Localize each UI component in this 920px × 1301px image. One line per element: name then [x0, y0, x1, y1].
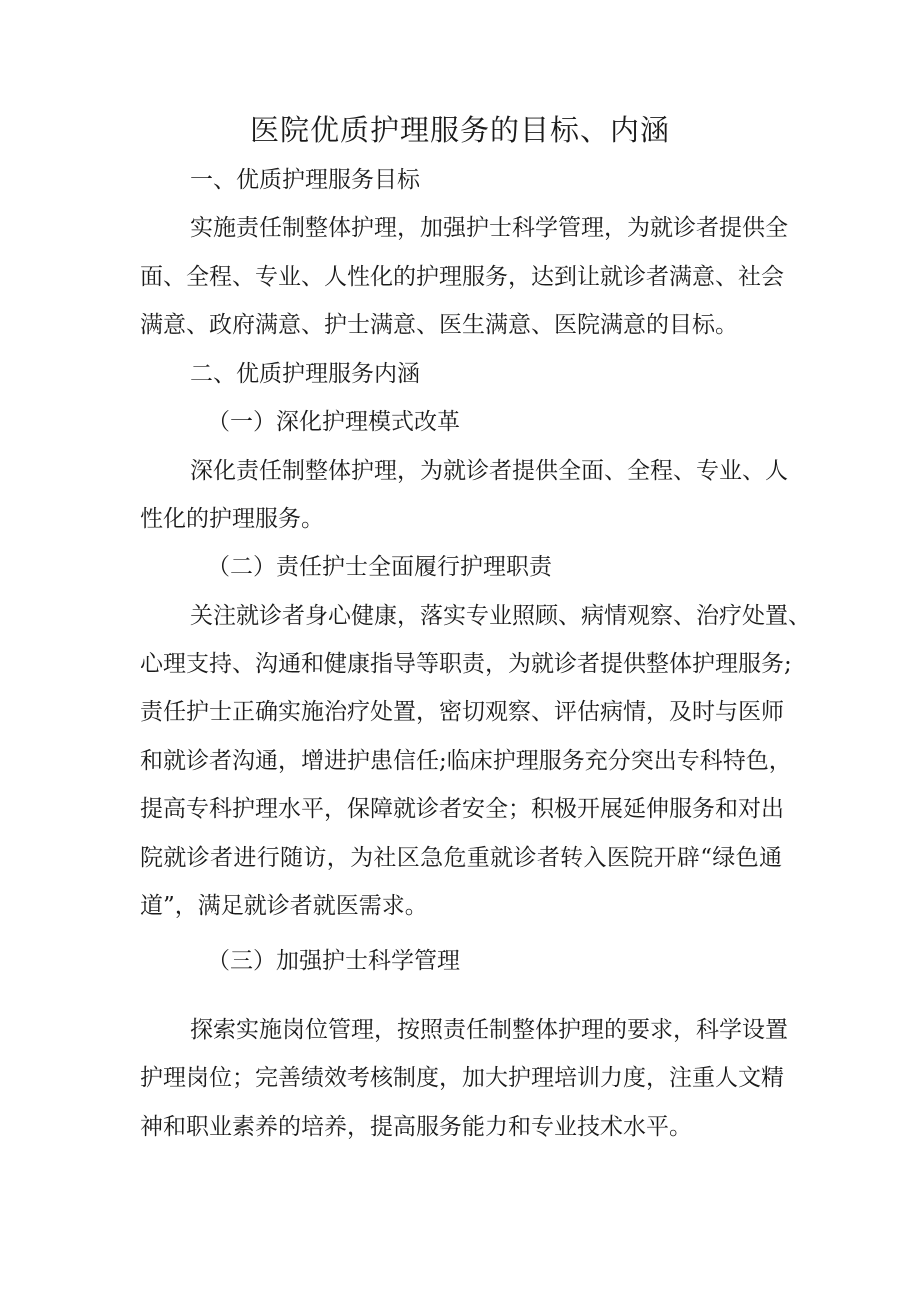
document-title: 医院优质护理服务的目标、内涵	[249, 113, 670, 147]
paragraph-line: 实施责任制整体护理，加强护士科学管理，为就诊者提供全	[190, 215, 788, 241]
paragraph-line: 神和职业素养的培养，提高服务能力和专业技术水平。	[140, 1114, 692, 1140]
paragraph-line: 关注就诊者身心健康，落实专业照顾、病情观察、治疗处置、	[190, 603, 811, 629]
paragraph-line: 提高专科护理水平，保障就诊者安全；积极开展延伸服务和对出	[140, 796, 784, 822]
paragraph-line: 满意、政府满意、护士满意、医生满意、医院满意的目标。	[140, 312, 738, 338]
subsection-heading-3: （三）加强护士科学管理	[207, 948, 460, 974]
paragraph-line: 责任护士正确实施治疗处置，密切观察、评估病情，及时与医师	[140, 699, 784, 725]
paragraph-line: 和就诊者沟通，增进护患信任;临床护理服务充分突出专科特色，	[140, 748, 792, 774]
paragraph-line: 院就诊者进行随访，为社区急危重就诊者转入医院开辟“绿色通	[140, 845, 782, 871]
paragraph-line: 护理岗位；完善绩效考核制度，加大护理培训力度，注重人文精	[140, 1065, 784, 1091]
subsection-heading-2: （二）责任护士全面履行护理职责	[207, 554, 552, 580]
paragraph-line: 性化的护理服务。	[140, 506, 324, 532]
section-heading-connotation: 二、优质护理服务内涵	[190, 361, 420, 387]
section-heading-goals: 一、优质护理服务目标	[190, 167, 420, 193]
paragraph-line: 探索实施岗位管理，按照责任制整体护理的要求，科学设置	[190, 1017, 788, 1043]
paragraph-line: 道”，满足就诊者就医需求。	[140, 893, 428, 919]
paragraph-line: 深化责任制整体护理，为就诊者提供全面、全程、专业、人	[190, 458, 788, 484]
paragraph-line: 心理支持、沟通和健康指导等职责，为就诊者提供整体护理服务;	[140, 651, 792, 677]
paragraph-line: 面、全程、专业、人性化的护理服务，达到让就诊者满意、社会	[140, 264, 784, 290]
subsection-heading-1: （一）深化护理模式改革	[207, 409, 460, 435]
